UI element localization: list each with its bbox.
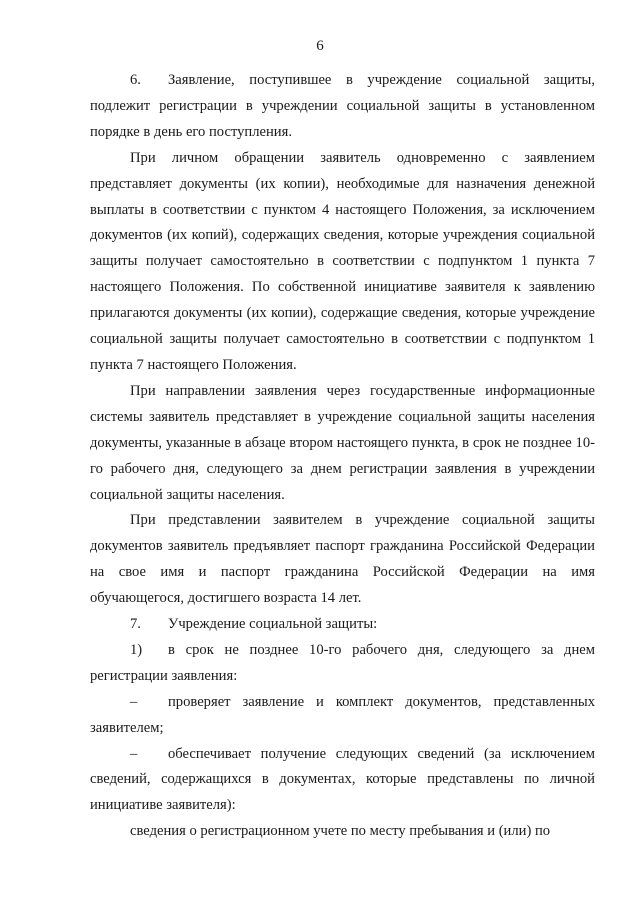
paragraph-text: Учреждение социальной защиты: (168, 616, 378, 633)
subitem-1 (90, 638, 595, 690)
paragraph-6 (90, 68, 595, 146)
paragraph-text: При направлении заявления через государственные информационные системы заявитель представляет в учреждение социальной защиты населения документы, указанные в абзаце втором настоящего пункта, в срок не позднее 10-го рабочего дня, следующего за днем регистрации заявления в учреждении социальной защиты населения. (90, 382, 595, 503)
paragraph-text: При личном обращении заявитель одновременно с заявлением представляет документы (их копии), необходимые для назначения денежной выплаты в соответствии с пунктом 4 настоящего Положения, за исключением документов (их копий), содержащих сведения, которые учреждения социальной защиты получает самостоятельно в соответствии с подпунктом 1 пункта 7 настоящего Положения. По собственной инициативе заявителя к заявлению прилагаются документы (их копии), содержащие сведения, которые учреждение социальной защиты получает самостоятельно в соответствии с подпунктом 1 пункта 7 настоящего Положения. (90, 149, 595, 373)
paragraph-passport (90, 508, 595, 612)
dash-marker: – (130, 693, 138, 710)
paragraph-electronic-request (90, 379, 595, 509)
item-number: 6. (130, 72, 141, 88)
paragraph-text: проверяет заявление и комплект документов, представленных заявителем; (90, 693, 595, 736)
dash-item-obtain (90, 742, 595, 820)
paragraph-text: Заявление, поступившее в учреждение социальной защиты, подлежит регистрации в учреждении социальной защиты в установленном порядке в день его поступления. (90, 72, 595, 140)
paragraph-registration-info (90, 819, 595, 845)
item-number: 1) (130, 641, 143, 658)
paragraph-text: обеспечивает получение следующих сведений (за исключением сведений, содержащихся в документах, которые представлены по личной инициативе заявителя): (90, 745, 595, 814)
paragraph-text: в срок не позднее 10-го рабочего дня, следующего за днем регистрации заявления: (90, 641, 595, 684)
item-number: 7. (130, 616, 141, 633)
dash-item-check (90, 690, 595, 742)
paragraph-text: При представлении заявителем в учреждение социальной защиты документов заявитель предъявляет паспорт гражданина Российской Федерации на свое имя и паспорт гражданина Российской Федерации на имя обучающегося, достигшего возраста 14 лет. (90, 512, 595, 607)
page-number: 6 (316, 38, 324, 54)
dash-marker: – (130, 745, 138, 762)
paragraph-text: сведения о регистрационном учете по месту пребывания и (или) по (130, 823, 551, 840)
paragraph-7 (90, 612, 595, 638)
body-text (90, 68, 595, 845)
paragraph-personal-request (90, 146, 595, 379)
